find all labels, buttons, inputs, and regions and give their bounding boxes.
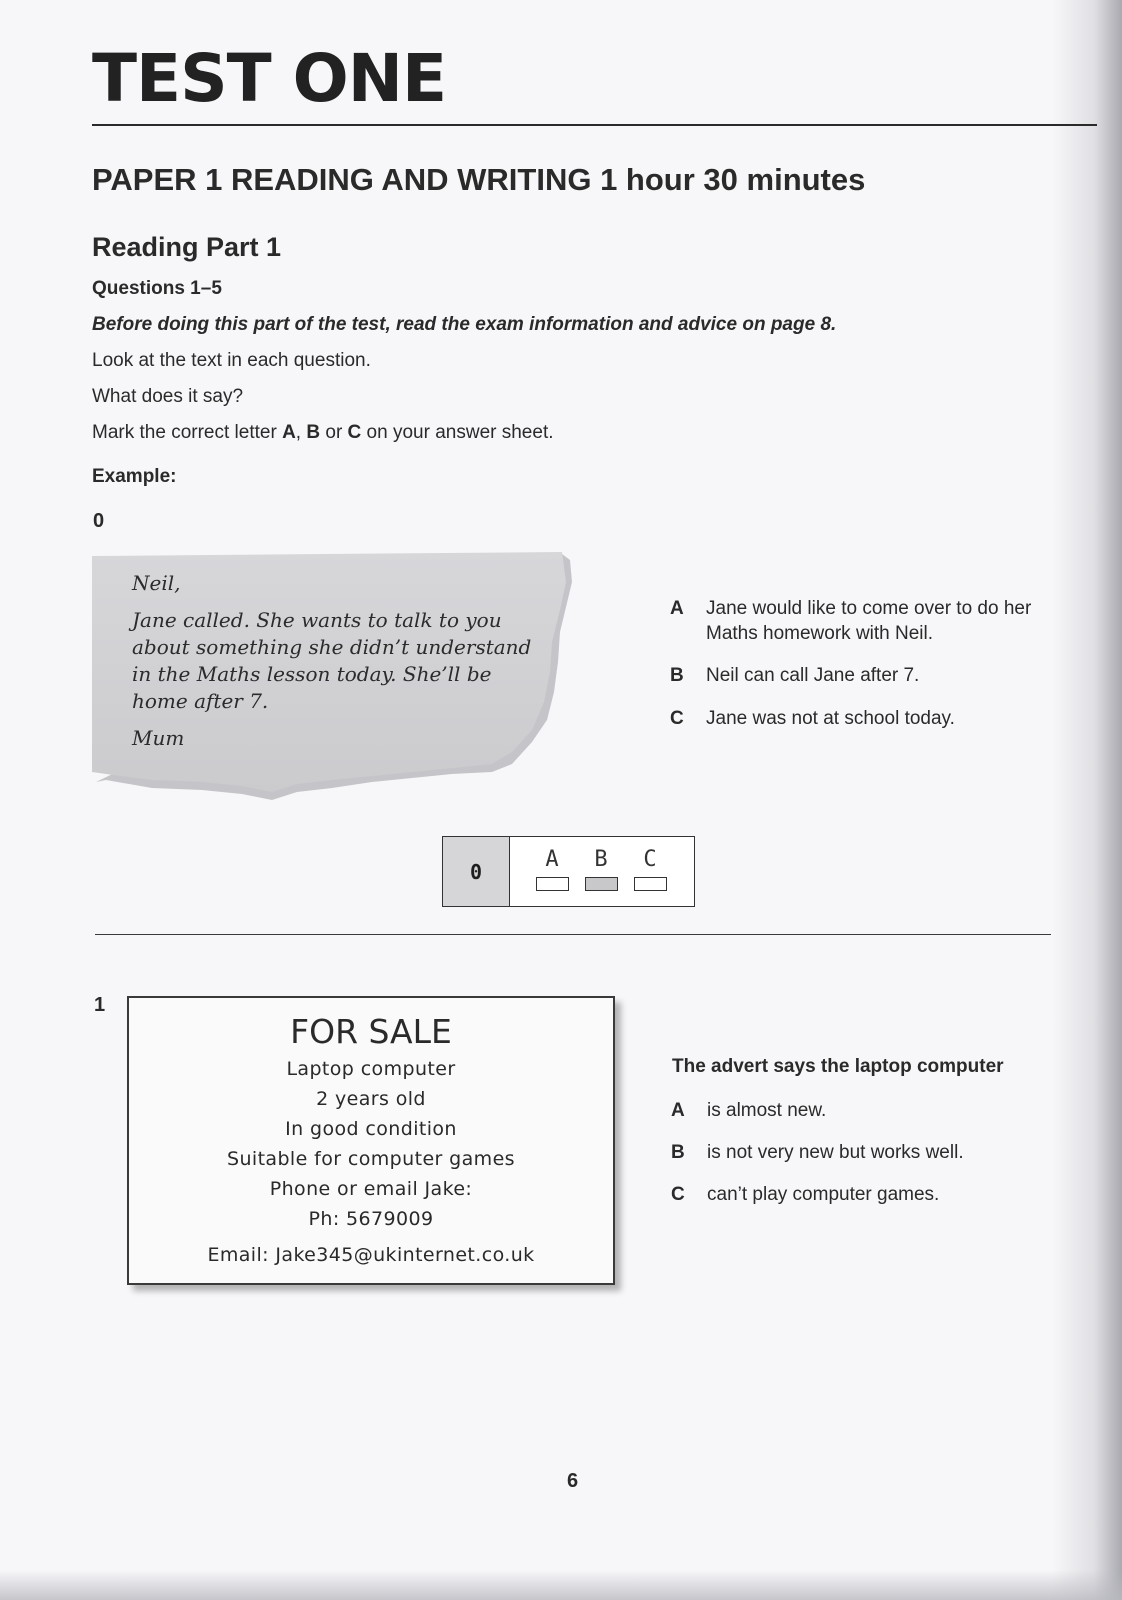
- answer-letter: B: [594, 847, 608, 872]
- page-edge-shadow: [1052, 0, 1122, 1600]
- advert-line: Suitable for computer games: [227, 1148, 515, 1170]
- note-text: [132, 570, 552, 762]
- option-letter: A: [671, 1100, 685, 1121]
- option-text: Neil can call Jane after 7.: [706, 665, 920, 686]
- instruction-mark-pre: Mark the correct letter: [92, 422, 283, 443]
- option-text: is not very new but works well.: [707, 1142, 964, 1163]
- answer-letter: C: [643, 847, 657, 872]
- question-1-number: 1: [94, 994, 106, 1016]
- instruction-look: Look at the text in each question.: [92, 350, 371, 371]
- answer-option-b: [581, 847, 621, 891]
- answer-box-b: [585, 877, 618, 891]
- option-letter: C: [670, 708, 684, 729]
- option-text: is almost new.: [707, 1100, 827, 1121]
- instruction-or: or: [320, 422, 348, 443]
- example-answer-grid: [442, 836, 695, 907]
- paper-title: PAPER 1 READING AND WRITING 1 hour 30 minutes: [92, 162, 866, 197]
- example-number: 0: [93, 510, 105, 532]
- instruction-comma: ,: [295, 422, 307, 443]
- page-bottom-shadow: [0, 1570, 1122, 1600]
- option-text: can’t play computer games.: [707, 1184, 940, 1205]
- answer-box-c: [634, 877, 667, 891]
- option-letter: B: [671, 1142, 685, 1163]
- page-number: 6: [567, 1470, 579, 1492]
- answer-option-c: [630, 847, 670, 891]
- question-1-stem: The advert says the laptop computer: [672, 1056, 1004, 1077]
- questions-label: Questions 1–5: [92, 278, 222, 299]
- advert-line: Phone or email Jake:: [269, 1178, 473, 1200]
- advert-title: FOR SALE: [290, 1012, 452, 1051]
- instruction-letter-c: C: [347, 422, 362, 443]
- part-title: Reading Part 1: [92, 232, 282, 262]
- option-letter: A: [670, 598, 684, 619]
- section-divider: [95, 934, 1051, 935]
- answer-letter: A: [545, 847, 559, 872]
- option-letter: B: [670, 665, 684, 686]
- advert-line: Email: Jake345@ukinternet.co.uk: [207, 1244, 535, 1266]
- note-body: Jane called. She wants to talk to you about something she didn’t understand in the Maths lesson today. She’ll be home after 7.: [132, 608, 532, 713]
- for-sale-advert: [127, 996, 615, 1285]
- advert-line: Laptop computer: [286, 1058, 456, 1080]
- before-note: Before doing this part of the test, read the exam information and advice on page 8.: [92, 314, 837, 335]
- advert-line: Ph: 5679009: [308, 1208, 434, 1230]
- instruction-mark-post: on your answer sheet.: [361, 422, 554, 443]
- note-greeting: Neil,: [132, 571, 181, 595]
- instruction-what: What does it say?: [92, 386, 244, 407]
- example-label: Example:: [92, 466, 177, 487]
- instruction-letter-b: B: [306, 422, 321, 443]
- example-note: [92, 552, 577, 802]
- advert-line: 2 years old: [316, 1088, 426, 1110]
- header-divider: [92, 124, 1097, 126]
- answer-box-a: [536, 877, 569, 891]
- note-signature: Mum: [132, 726, 185, 750]
- test-title: TEST ONE: [92, 40, 447, 117]
- advert-line: In good condition: [285, 1118, 457, 1140]
- answer-option-a: [532, 847, 572, 891]
- option-letter: C: [671, 1184, 685, 1205]
- instruction-letter-a: A: [282, 422, 296, 443]
- option-text: Jane was not at school today.: [706, 708, 955, 729]
- answer-grid-number: 0: [443, 837, 510, 906]
- option-text: Jane would like to come over to do her Maths homework with Neil.: [706, 598, 1032, 644]
- instruction-mark: [92, 422, 554, 444]
